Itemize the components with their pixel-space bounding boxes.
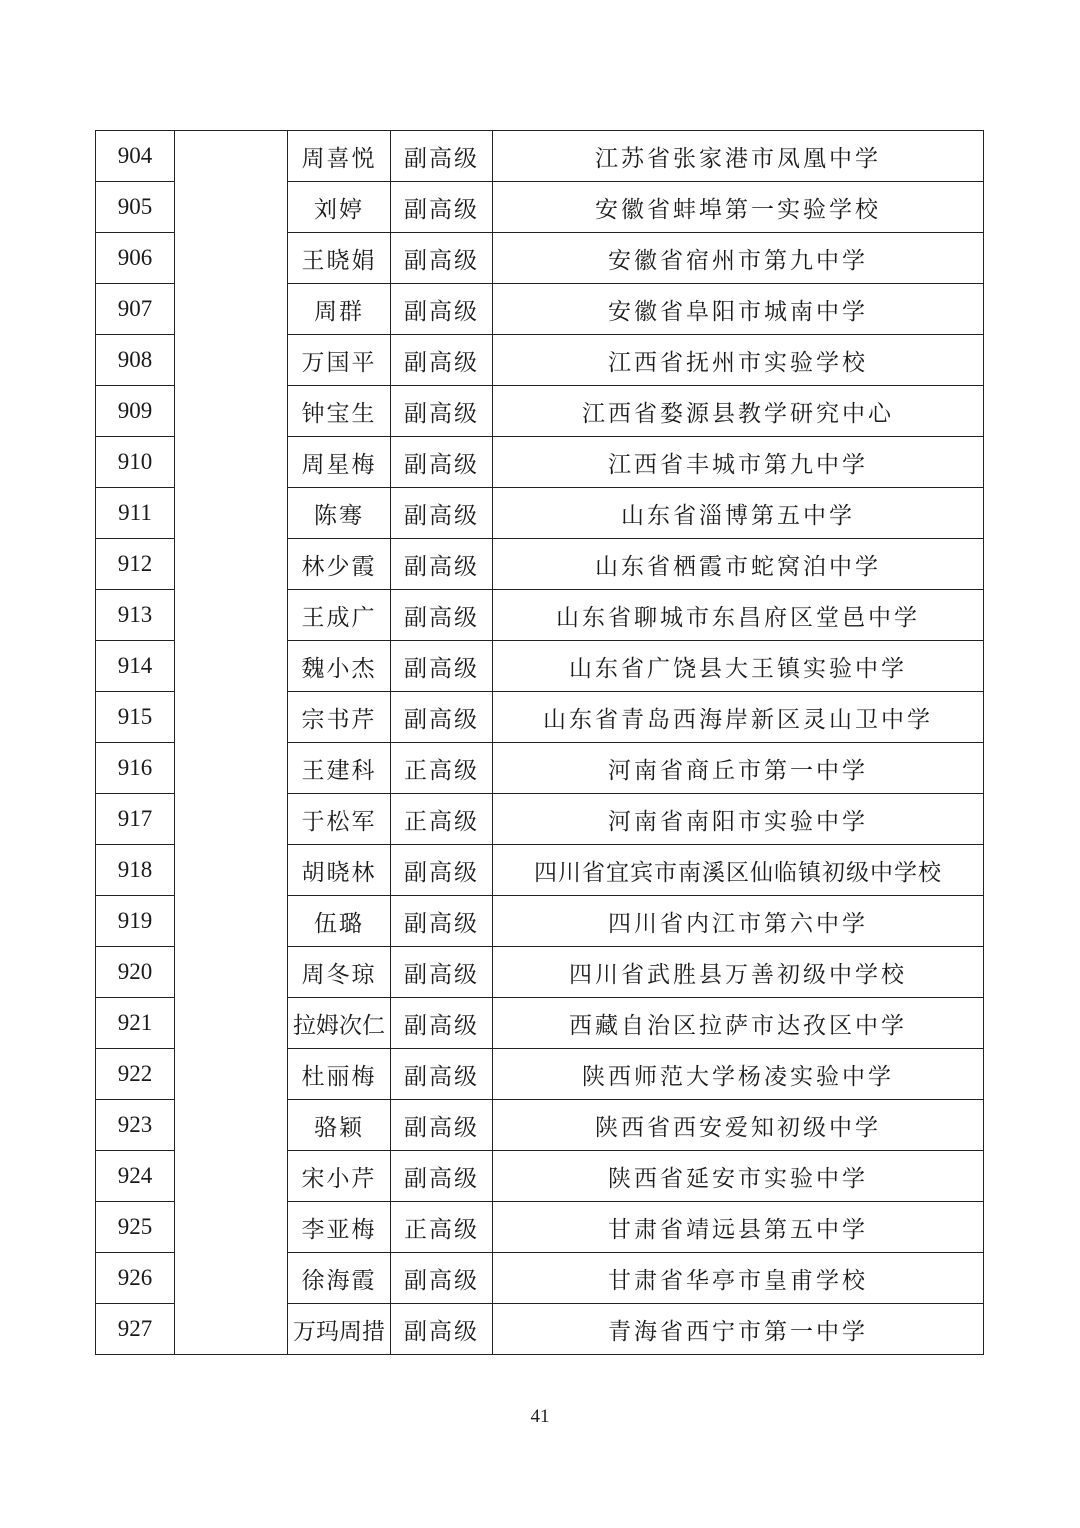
row-number-cell: 908 (96, 335, 175, 386)
table-row (96, 131, 984, 182)
rank-cell: 副高级 (391, 590, 493, 641)
school-cell: 河南省商丘市第一中学 (493, 743, 984, 794)
row-number-cell: 905 (96, 182, 175, 233)
name-cell: 陈骞 (288, 488, 391, 539)
name-cell: 周星梅 (288, 437, 391, 488)
row-number-cell: 926 (96, 1253, 175, 1304)
school-cell: 山东省淄博第五中学 (493, 488, 984, 539)
page-number: 41 (530, 1406, 550, 1427)
name-cell: 宗书芹 (288, 692, 391, 743)
rank-cell: 正高级 (391, 794, 493, 845)
rank-cell: 副高级 (391, 1151, 493, 1202)
row-number-cell: 920 (96, 947, 175, 998)
school-cell: 河南省南阳市实验中学 (493, 794, 984, 845)
row-number-cell: 917 (96, 794, 175, 845)
name-cell: 胡晓林 (288, 845, 391, 896)
school-cell: 青海省西宁市第一中学 (493, 1304, 984, 1355)
school-cell: 四川省内江市第六中学 (493, 896, 984, 947)
rank-cell: 副高级 (391, 335, 493, 386)
name-cell: 万玛周措 (288, 1304, 391, 1355)
row-number-cell: 912 (96, 539, 175, 590)
row-number-cell: 924 (96, 1151, 175, 1202)
row-number-cell: 922 (96, 1049, 175, 1100)
row-number-cell: 904 (96, 131, 175, 182)
name-cell: 周冬琼 (288, 947, 391, 998)
school-cell: 陕西师范大学杨凌实验中学 (493, 1049, 984, 1100)
rank-cell: 副高级 (391, 182, 493, 233)
row-number-cell: 906 (96, 233, 175, 284)
school-cell: 山东省青岛西海岸新区灵山卫中学 (493, 692, 984, 743)
rank-cell: 副高级 (391, 998, 493, 1049)
row-number-cell: 909 (96, 386, 175, 437)
name-cell: 杜丽梅 (288, 1049, 391, 1100)
roster-table-body (96, 131, 984, 1355)
rank-cell: 副高级 (391, 488, 493, 539)
row-number-cell: 910 (96, 437, 175, 488)
roster-table (95, 130, 984, 1355)
name-cell: 王晓娟 (288, 233, 391, 284)
rank-cell: 副高级 (391, 386, 493, 437)
name-cell: 于松军 (288, 794, 391, 845)
rank-cell: 副高级 (391, 1253, 493, 1304)
name-cell: 李亚梅 (288, 1202, 391, 1253)
row-number-cell: 921 (96, 998, 175, 1049)
rank-cell: 正高级 (391, 1202, 493, 1253)
school-cell: 安徽省蚌埠第一实验学校 (493, 182, 984, 233)
rank-cell: 副高级 (391, 641, 493, 692)
name-cell: 林少霞 (288, 539, 391, 590)
rank-cell: 副高级 (391, 692, 493, 743)
rank-cell: 副高级 (391, 896, 493, 947)
name-cell: 伍璐 (288, 896, 391, 947)
rank-cell: 正高级 (391, 743, 493, 794)
name-cell: 宋小芹 (288, 1151, 391, 1202)
rank-cell: 副高级 (391, 1304, 493, 1355)
rank-cell: 副高级 (391, 437, 493, 488)
rank-cell: 副高级 (391, 947, 493, 998)
rank-cell: 副高级 (391, 539, 493, 590)
name-cell: 骆颖 (288, 1100, 391, 1151)
school-cell: 江西省丰城市第九中学 (493, 437, 984, 488)
name-cell: 钟宝生 (288, 386, 391, 437)
name-cell: 王建科 (288, 743, 391, 794)
row-number-cell: 911 (96, 488, 175, 539)
row-number-cell: 918 (96, 845, 175, 896)
row-number-cell: 923 (96, 1100, 175, 1151)
school-cell: 江苏省张家港市凤凰中学 (493, 131, 984, 182)
school-cell: 山东省聊城市东昌府区堂邑中学 (493, 590, 984, 641)
school-cell: 山东省广饶县大王镇实验中学 (493, 641, 984, 692)
school-cell: 四川省宜宾市南溪区仙临镇初级中学校 (493, 845, 984, 896)
name-cell: 王成广 (288, 590, 391, 641)
school-cell: 陕西省西安爱知初级中学 (493, 1100, 984, 1151)
name-cell: 拉姆次仁 (288, 998, 391, 1049)
rank-cell: 副高级 (391, 1049, 493, 1100)
name-cell: 万国平 (288, 335, 391, 386)
rank-cell: 副高级 (391, 233, 493, 284)
row-number-cell: 925 (96, 1202, 175, 1253)
name-cell: 周群 (288, 284, 391, 335)
school-cell: 甘肃省靖远县第五中学 (493, 1202, 984, 1253)
school-cell: 安徽省阜阳市城南中学 (493, 284, 984, 335)
row-number-cell: 914 (96, 641, 175, 692)
name-cell: 周喜悦 (288, 131, 391, 182)
school-cell: 江西省婺源县教学研究中心 (493, 386, 984, 437)
name-cell: 徐海霞 (288, 1253, 391, 1304)
school-cell: 甘肃省华亭市皇甫学校 (493, 1253, 984, 1304)
school-cell: 四川省武胜县万善初级中学校 (493, 947, 984, 998)
rank-cell: 副高级 (391, 845, 493, 896)
row-number-cell: 916 (96, 743, 175, 794)
school-cell: 安徽省宿州市第九中学 (493, 233, 984, 284)
row-number-cell: 915 (96, 692, 175, 743)
school-cell: 西藏自治区拉萨市达孜区中学 (493, 998, 984, 1049)
rank-cell: 副高级 (391, 1100, 493, 1151)
rank-cell: 副高级 (391, 284, 493, 335)
name-cell: 魏小杰 (288, 641, 391, 692)
row-number-cell: 913 (96, 590, 175, 641)
rank-cell: 副高级 (391, 131, 493, 182)
school-cell: 山东省栖霞市蛇窝泊中学 (493, 539, 984, 590)
merged-empty-cell (175, 131, 288, 1355)
row-number-cell: 907 (96, 284, 175, 335)
row-number-cell: 919 (96, 896, 175, 947)
name-cell: 刘婷 (288, 182, 391, 233)
row-number-cell: 927 (96, 1304, 175, 1355)
school-cell: 陕西省延安市实验中学 (493, 1151, 984, 1202)
school-cell: 江西省抚州市实验学校 (493, 335, 984, 386)
